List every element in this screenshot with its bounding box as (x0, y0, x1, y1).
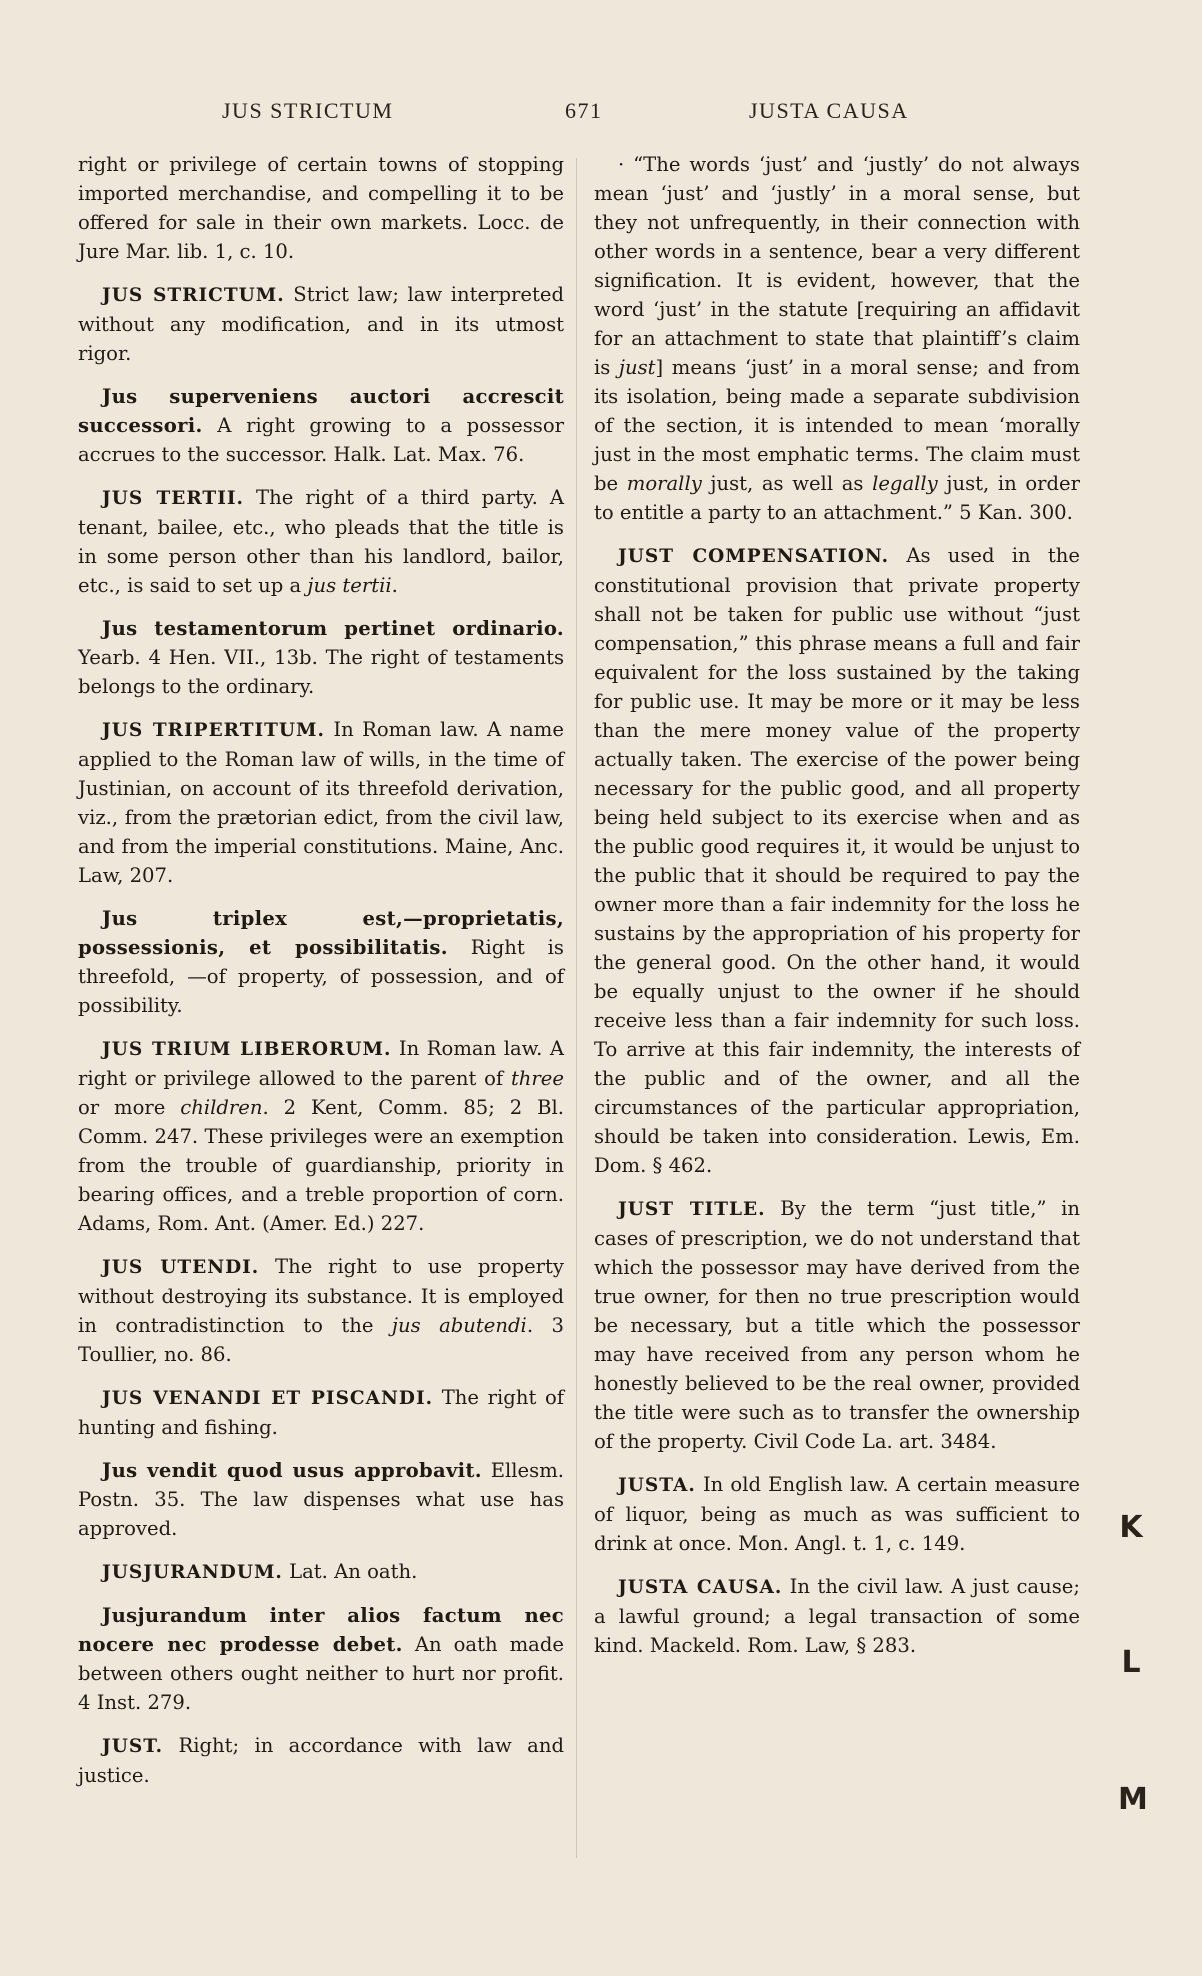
column-divider (576, 158, 577, 1858)
entry-text: The right of a third party. A tenant, bailee, etc., who pleads that the title is in some person other than his landlord, bailor, etc., is said to set up a (78, 486, 565, 597)
running-header (0, 98, 1202, 128)
maxim-text: Jus vendit quod usus approbavit. (102, 1459, 482, 1482)
entry-headword: JUS VENANDI ET PISCANDI. (102, 1388, 434, 1409)
left-column (78, 150, 564, 1804)
entry-text: Yearb. 4 Hen. VII., 13b. The right of testaments belongs to the ordinary. (78, 646, 564, 698)
entry-text: . 2 Kent, Comm. 85; 2 Bl. Comm. 247. These privileges were an exemption from the trouble of guardianship, priority in bearing offices, and a treble proportion of corn. Adams, Rom. Ant. (Amer. Ed.) 227. (78, 1096, 564, 1235)
maxim-jus-testamentorum (78, 614, 564, 701)
entry-text: Right is threefold, —of property, of possession, and of possibility. (78, 936, 564, 1017)
entry-text: . (391, 574, 398, 597)
entry-justa (594, 1470, 1080, 1558)
entry-jusjurandum (78, 1557, 564, 1587)
entry-text: . 3 Toullier, no. 86. (78, 1314, 564, 1366)
maxim-jusjurandum (78, 1601, 564, 1717)
entry-text: Lat. An oath. (289, 1560, 418, 1583)
right-column (594, 150, 1080, 1674)
thumb-index-l[interactable]: L (1121, 1645, 1141, 1680)
maxim-text: Jusjurandum inter alios factum nec nocere nec prodesse debet. (78, 1604, 564, 1656)
entry-text: The right to use property without destroying its substance. It is employed in contradistinction to the (78, 1255, 564, 1337)
italic-term: legally (872, 472, 938, 495)
entry-headword: JUS STRICTUM. (102, 285, 285, 306)
entry-headword: JUS TRIUM LIBERORUM. (102, 1039, 392, 1060)
entry-just-compensation (594, 541, 1080, 1180)
entry-just (78, 1731, 564, 1790)
italic-term: jus abutendi (391, 1314, 527, 1337)
entry-just-quotation (594, 150, 1080, 527)
maxim-jus-superveniens (78, 382, 564, 469)
entry-headword: JUS TRIPERTITUM. (102, 720, 325, 741)
thumb-index-k[interactable]: K (1119, 1510, 1143, 1545)
entry-jus-trium-liberorum (78, 1034, 564, 1238)
italic-term: jus tertii (307, 574, 392, 597)
entry-headword: JUS TERTII. (102, 488, 244, 509)
entry-text: Strict law; law interpreted without any modification, and in its utmost rigor. (78, 283, 564, 365)
entry-jus-tertii (78, 483, 564, 600)
entry-text: By the term “just title,” in cases of prescription, we do not understand that which the possessor may have derived from the true owner, for then no true prescription would be necessary, but a title which the possessor may have received from any person whom he honestly believed to be the real owner, provided the title were such as to transfer the ownership of the property. Civil Code La. art. 3484. (594, 1197, 1080, 1453)
entry-text: Ellesm. Postn. 35. The law dispenses what use has approved. (78, 1459, 564, 1540)
italic-term: three (510, 1067, 564, 1090)
maxim-text: Jus superveniens auctori accrescit successori. (78, 385, 564, 437)
entry-text: In the civil law. A just cause; a lawful ground; a legal transaction of some kind. Mackeld. Rom. Law, § 283. (594, 1575, 1080, 1657)
page-number: 671 (565, 98, 603, 123)
entry-text: In Roman law. A name applied to the Roman law of wills, in the time of Justinian, on account of its threefold derivation, viz., from the prætorian edict, from the civil law, and from the imperial constitutions. Maine, Anc. Law, 207. (78, 718, 564, 887)
entry-text: In Roman law. A right or privilege allowed to the parent of (78, 1037, 564, 1090)
italic-term: just (618, 356, 656, 379)
entry-headword: JUSTA CAUSA. (618, 1577, 783, 1598)
entry-text: just, as well as (701, 472, 873, 495)
entry-headword: JUST COMPENSATION. (618, 546, 890, 567)
entry-text: As used in the constitutional provision that private property shall not be taken for public use without “just compensation,” this phrase means a full and fair equivalent for the loss sustained by the taking for public use. It may be more or it may be less than the mere money value of the property actually taken. The exercise of the power being necessary for the public good, and all property being held subject to its exercise when and as the public good requires it, it would be unjust to the public that it should be required to pay the owner more than a fair indemnity for the loss he sustains by the appropriation of his property for the general good. On the other hand, it would be equally unjust to the owner if he should receive less than a fair indemnity for such loss. To arrive at this fair indemnity, the interests of the public and of the owner, and all the circumstances of the particular appropriation, should be taken into consideration. Lewis, Em. Dom. § 462. (594, 544, 1080, 1177)
entry-text: ] means ‘just’ in a moral sense; and from its isolation, being made a separate subdivision of the section, it is intended to mean ‘morally just in the most emphatic terms. The claim must be (594, 356, 1080, 495)
maxim-text: Jus triplex est,—proprietatis, possessionis, et possibilitatis. (78, 907, 564, 959)
entry-text: · “The words ‘just’ and ‘justly’ do not always mean ‘just’ and ‘justly’ in a moral sense, but they not unfrequently, in their connection with other words in a sentence, bear a very different signification. It is evident, however, that the word ‘just’ in the statute [requiring an affidavit for an attachment to state that plaintiff’s claim is (594, 153, 1080, 379)
thumb-index-m[interactable]: M (1118, 1782, 1148, 1817)
entry-text: right or privilege of certain towns of stopping imported merchandise, and compelling it to be offered for sale in their own markets. Locc. de Jure Mar. lib. 1, c. 10. (78, 153, 564, 263)
entry-just-title (594, 1194, 1080, 1456)
italic-term: morally (626, 472, 702, 495)
left-guide-word: JUS STRICTUM (222, 98, 394, 123)
entry-jus-venandi (78, 1383, 564, 1442)
entry-headword: JUSTA. (618, 1475, 696, 1496)
entry-text: or more (78, 1096, 181, 1119)
maxim-jus-vendit (78, 1456, 564, 1543)
entry-text: An oath made between others ought neither to hurt nor profit. 4 Inst. 279. (78, 1633, 564, 1714)
entry-text: In old English law. A certain measure of liquor, being as much as was sufficient to drink at once. Mon. Angl. t. 1, c. 149. (594, 1473, 1080, 1555)
maxim-text: Jus testamentorum pertinet ordinario. (102, 617, 564, 640)
entry-jus-strictum (78, 280, 564, 368)
right-guide-word: JUSTA CAUSA (749, 98, 909, 123)
entry-text: A right growing to a possessor accrues to the successor. Halk. Lat. Max. 76. (78, 414, 564, 466)
entry-headword: JUSJURANDUM. (102, 1562, 283, 1583)
entry-headword: JUST. (102, 1736, 164, 1757)
italic-term: children (180, 1096, 263, 1119)
maxim-jus-triplex (78, 904, 564, 1020)
entry-text: Right; in accordance with law and justice. (78, 1734, 565, 1787)
entry-text: The right of hunting and fishing. (78, 1386, 565, 1439)
entry-headword: JUS UTENDI. (102, 1257, 260, 1278)
entry-continuation (78, 150, 564, 266)
entry-text: just, in order to entitle a party to an attachment.” 5 Kan. 300. (594, 472, 1080, 524)
entry-justa-causa (594, 1572, 1080, 1660)
entry-jus-tripertitum (78, 715, 564, 890)
entry-headword: JUST TITLE. (618, 1199, 766, 1220)
entry-jus-utendi (78, 1252, 564, 1369)
